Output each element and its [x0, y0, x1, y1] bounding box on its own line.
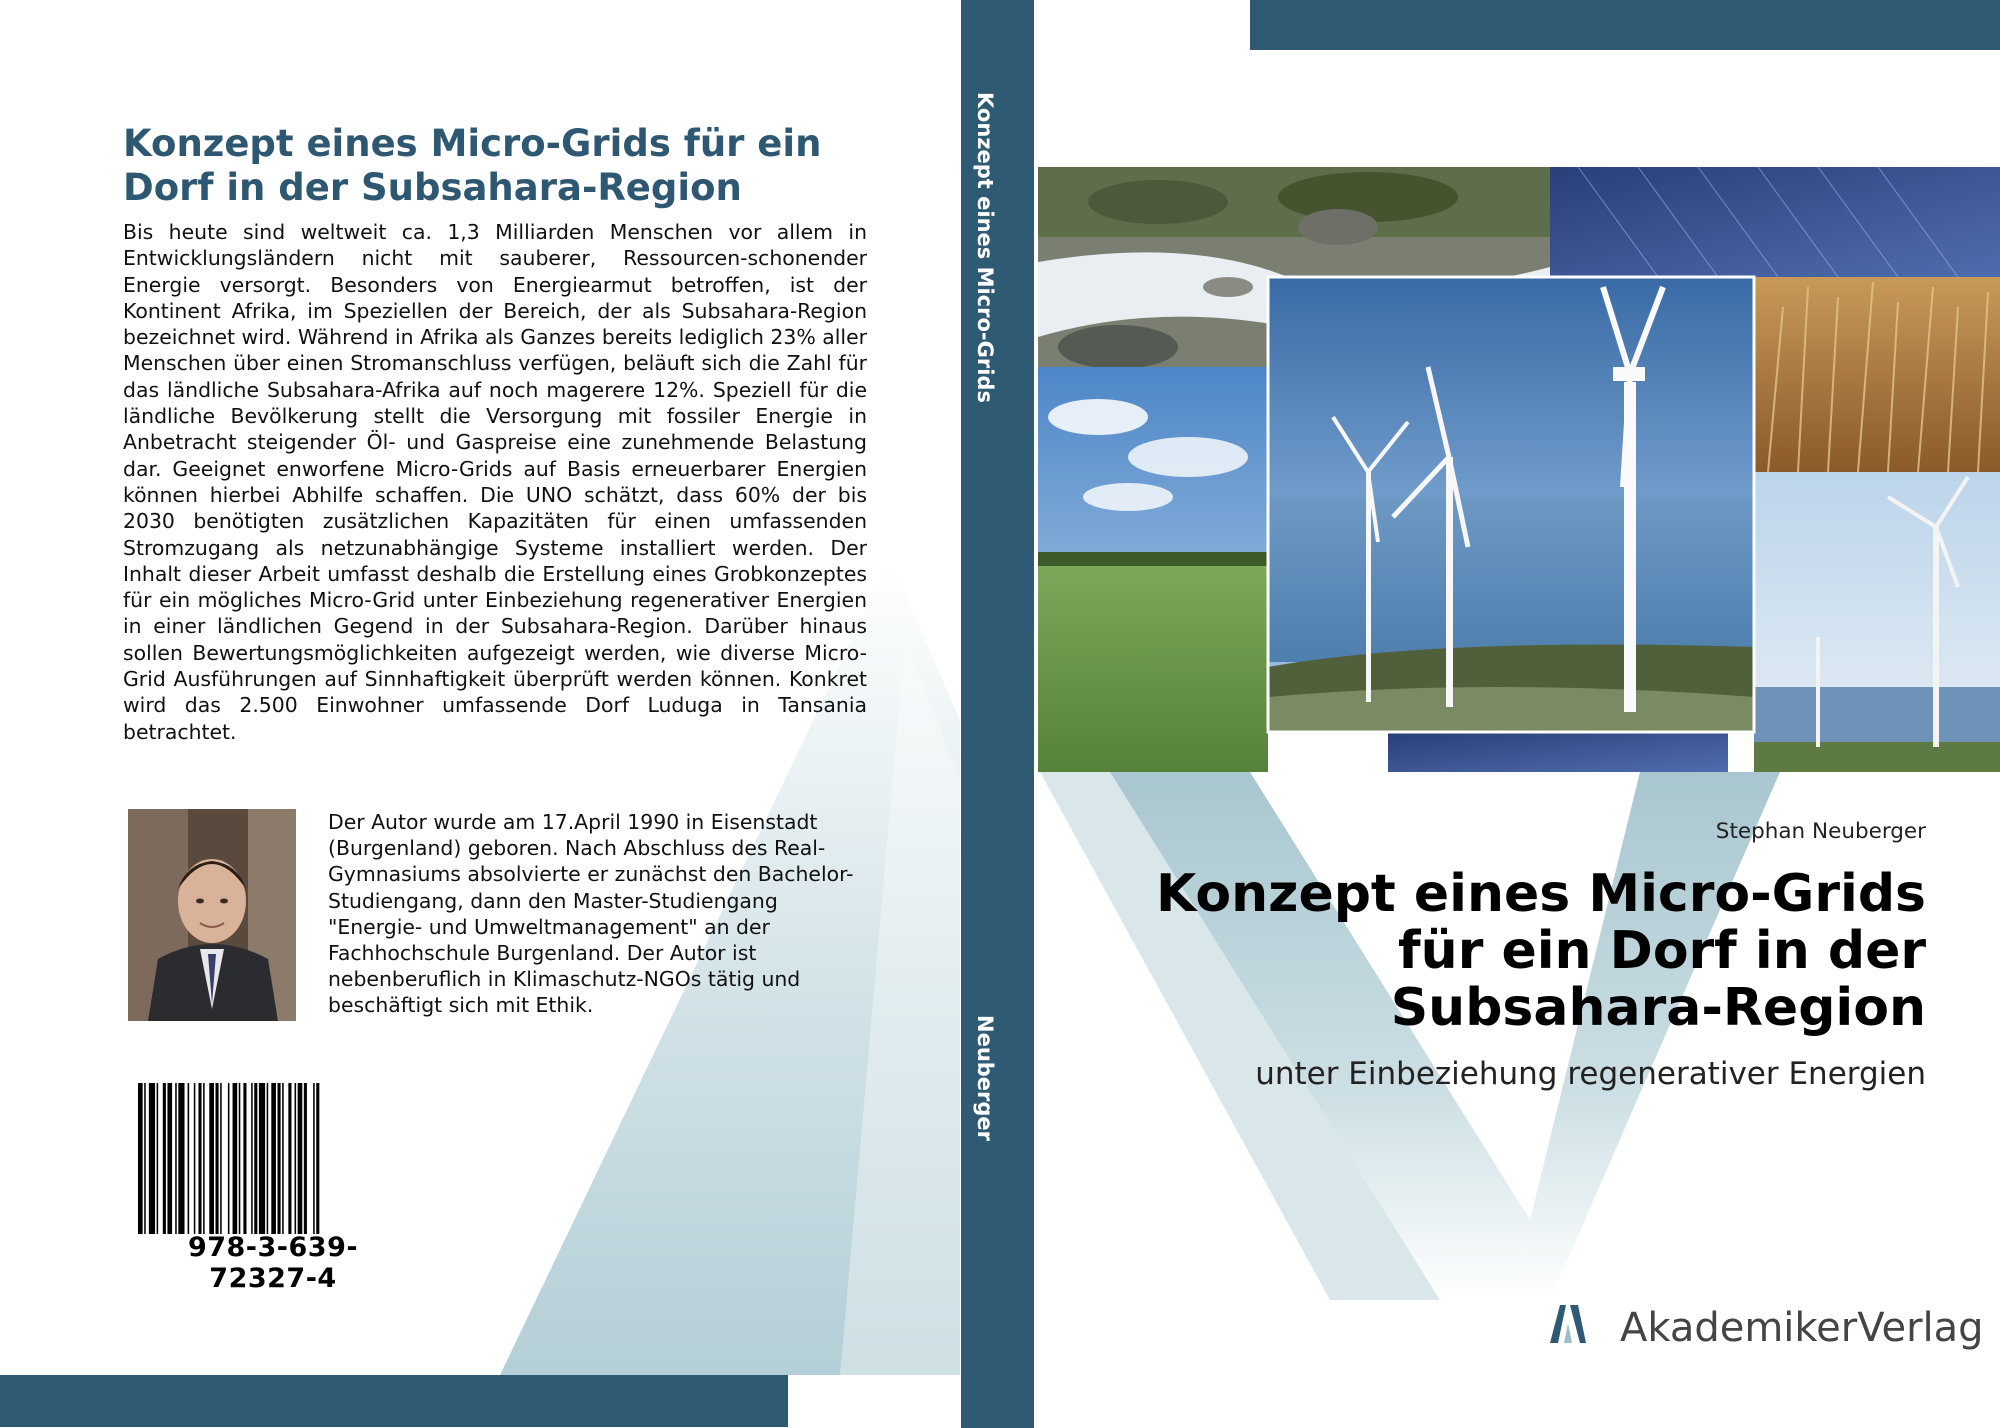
front-cover-author: Stephan Neuberger [1715, 819, 1926, 844]
front-cover-subtitle: unter Einbeziehung regenerativer Energien [1255, 1056, 1926, 1092]
back-cover-bottom-bar [0, 1375, 788, 1427]
front-cover-title: Konzept eines Micro-Grids für ein Dorf in der Subsahara-Region [1156, 864, 1926, 1038]
publisher-name [1620, 1306, 1984, 1350]
author-bio: Der Autor wurde am 17.April 1990 in Eisenstadt (Burgenland) geboren. Nach Abschluss des Real-Gymnasiums absolvierte er zunächst den Bachelor-Studiengang, dann den Master-Studiengang "Energie- und Umweltmanagement" an der Fachhochschule Burgenland. Der Autor ist nebenberuflich in Klimaschutz-NGOs tätig und beschäftigt sich mit Ethik. [328, 810, 854, 1018]
wind-turbine-collage [1038, 167, 2000, 772]
book-spine [961, 0, 1034, 1428]
isbn-number: 978-3-639-72327-4 [187, 1232, 359, 1294]
publisher-name-part1: Akademiker [1620, 1305, 1858, 1351]
publisher-logo-icon [1550, 1305, 1590, 1343]
back-cover-title: Konzept eines Micro-Grids für ein Dorf in der Subsahara-Region [123, 122, 822, 209]
front-cover-top-bar [1250, 0, 2000, 50]
spine-author: Neuberger [973, 1015, 997, 1142]
spine-title: Konzept eines Micro-Grids [973, 92, 997, 403]
author-photo [128, 809, 296, 1021]
barcode [138, 1083, 408, 1234]
back-cover-blurb: Bis heute sind weltweit ca. 1,3 Milliarden Menschen vor allem in Entwicklungsländern nicht mit sauberer, Ressourcen-schonender Energie versorgt. Besonders von Energiearmut betroffen, ist der Kontinent Afrika, im Speziellen der Bereich, der als Subsahara-Region bezeichnet wird. Während in Afrika als Ganzes bereits lediglich 23% aller Menschen über einen Stromanschluss verfügen, beläuft sich die Zahl für das ländliche Subsahara-Afrika auf noch magerere 12%. Speziell für die ländliche Bevölkerung stellt die Versorgung mit fossiler Energie in Anbetracht steigender Öl- und Gaspreise eine zunehmende Belastung dar. Geeignet enworfene Micro-Grids auf Basis erneuerbarer Energien können hierbei Abhilfe schaffen. Die UNO schätzt, dass 60% der bis 2030 benötigten zusätzlichen Kapazitäten für einen umfassenden Stromzugang als netzunabhängige Systeme installiert werden. Der Inhalt dieser Arbeit umfasst deshalb die Erstellung eines Grobkonzeptes für ein mögliches Micro-Grid unter Einbeziehung regenerativer Energien in einer ländlichen Gegend in der Subsahara-Region. Darüber hinaus sollen Bewertungsmöglichkeiten aufgezeigt werden, wie diverse Micro-Grid Ausführungen auf Sinnhaftigkeit überprüft werden können. Konkret wird das 2.500 Einwohner umfassende Dorf Luduga in Tansania betrachtet. [123, 220, 867, 744]
publisher-name-part2: Verlag [1857, 1305, 1984, 1351]
